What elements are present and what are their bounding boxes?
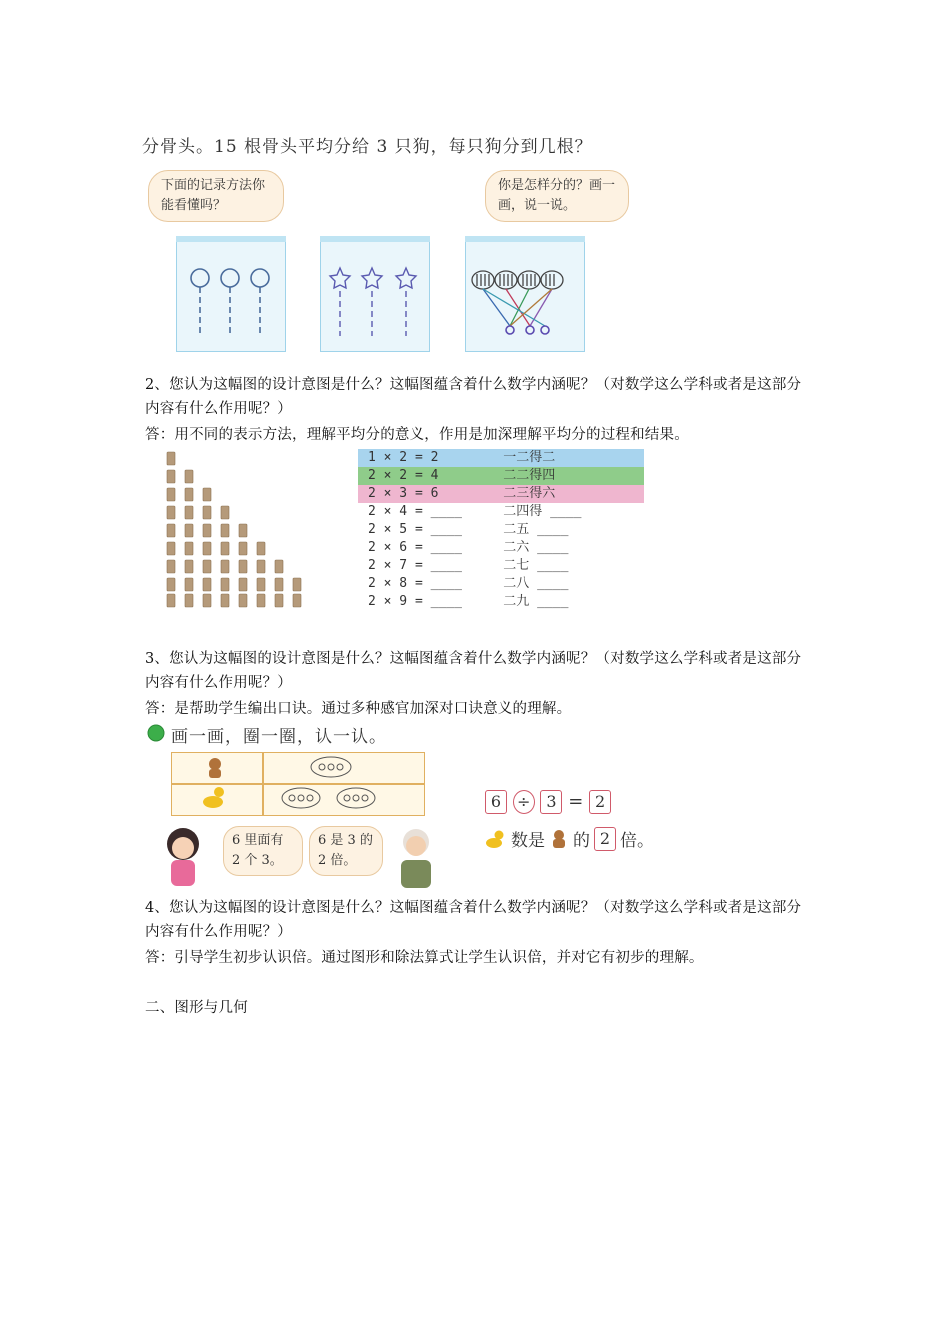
equation: 2 × 5 = ____ — [368, 522, 462, 537]
times-sentence — [485, 826, 654, 851]
operator-box: ÷ — [513, 790, 535, 814]
table-row — [358, 449, 644, 467]
table-row — [358, 485, 644, 503]
table-row — [358, 521, 644, 539]
table-row — [358, 557, 644, 575]
girl-speech-bubble: 6 里面有 2 个 3。 — [223, 826, 303, 876]
speech-bubble-right: 你是怎样分的？画一画，说一说。 — [485, 170, 629, 222]
rhyme: 二二得四 — [503, 468, 556, 483]
girl-icon — [155, 822, 213, 890]
quotient-box: 2 — [589, 790, 611, 814]
table-row — [358, 575, 644, 593]
cups-icon-grid — [145, 448, 310, 612]
figure-sharing-bones — [140, 128, 640, 356]
rhyme: 二七 ____ — [503, 558, 569, 573]
table-row — [358, 467, 644, 485]
rhyme: 二八 ____ — [503, 576, 569, 591]
dog-icons — [506, 326, 549, 334]
division-equation — [485, 790, 611, 814]
tally-lines — [483, 289, 552, 326]
figure-title: 画一画，圈一圈，认一认。 — [171, 727, 387, 747]
rhyme: 二三得六 — [503, 486, 556, 501]
times-box: 2 — [594, 827, 616, 851]
sentence-part: 倍。 — [620, 831, 654, 851]
table-row — [358, 503, 644, 521]
question-3: 3、您认为这幅图的设计意图是什么？这幅图蕴含着什么数学内涵呢？（对数学这么学科或者是这部分内容有什么作用呢？） — [145, 651, 802, 691]
monkey-icon — [549, 829, 569, 849]
question-4: 4、您认为这幅图的设计意图是什么？这幅图蕴含着什么数学内涵呢？（对数学这么学科或者是这部分内容有什么作用呢？） — [145, 900, 802, 940]
tally-circles — [472, 271, 563, 289]
rhyme: 二五 ____ — [503, 522, 569, 537]
equation: 2 × 2 = 4 — [368, 468, 439, 483]
answer-3: 答：是帮助学生编出口诀。通过多种感官加深对口诀意义的理解。 — [145, 701, 572, 717]
equals-sign: = — [568, 791, 584, 812]
green-dot-icon — [147, 724, 165, 742]
question-2: 2、您认为这幅图的设计意图是什么？这幅图蕴含着什么数学内涵呢？（对数学这么学科或者是这部分内容有什么作用呢？） — [145, 377, 802, 417]
man-speech-bubble: 6 是 3 的 2 倍。 — [309, 826, 383, 876]
answer-4: 答：引导学生初步认识倍。通过图形和除法算式让学生认识倍，并对它有初步的理解。 — [145, 950, 704, 966]
figure-cups-staircase — [145, 448, 310, 612]
figure-title: 分骨头。15 根骨头平均分给 3 只狗，每只狗分到几根？ — [142, 137, 593, 157]
equation: 2 × 8 = ____ — [368, 576, 462, 591]
dividend-box: 6 — [485, 790, 507, 814]
rhyme: 一二得二 — [503, 450, 556, 465]
record-drawings — [140, 128, 640, 356]
rhyme: 二六 ____ — [503, 540, 569, 555]
divisor-box: 3 — [540, 790, 562, 814]
equation: 2 × 4 = ____ — [368, 504, 462, 519]
equation: 1 × 2 = 2 — [368, 450, 439, 465]
star-icons — [330, 268, 416, 336]
lollipop-icons — [191, 269, 269, 336]
answer-2: 答：用不同的表示方法，理解平均分的意义，作用是加深理解平均分的过程和结果。 — [145, 427, 689, 443]
teacher-icon — [391, 826, 441, 890]
equation: 2 × 3 = 6 — [368, 486, 439, 501]
sentence-part: 数是 — [511, 831, 545, 851]
duck-icon — [485, 829, 507, 849]
section-heading: 二、图形与几何 — [145, 1000, 248, 1016]
monkey-icon — [209, 758, 221, 778]
speech-bubble-left: 下面的记录方法你能看懂吗？ — [148, 170, 284, 222]
duck-icon — [203, 787, 224, 808]
table-row — [358, 539, 644, 557]
sentence-part: 的 — [573, 831, 590, 851]
equation: 2 × 9 = ____ — [368, 594, 462, 609]
equation: 2 × 6 = ____ — [368, 540, 462, 555]
multiplication-rhyme-table — [358, 449, 644, 611]
rhyme: 二四得 ____ — [503, 504, 582, 519]
grouping-icons — [171, 752, 423, 814]
figure-times-concept — [145, 720, 675, 890]
rhyme: 二九 ____ — [503, 594, 569, 609]
table-row — [358, 593, 644, 611]
equation: 2 × 7 = ____ — [368, 558, 462, 573]
